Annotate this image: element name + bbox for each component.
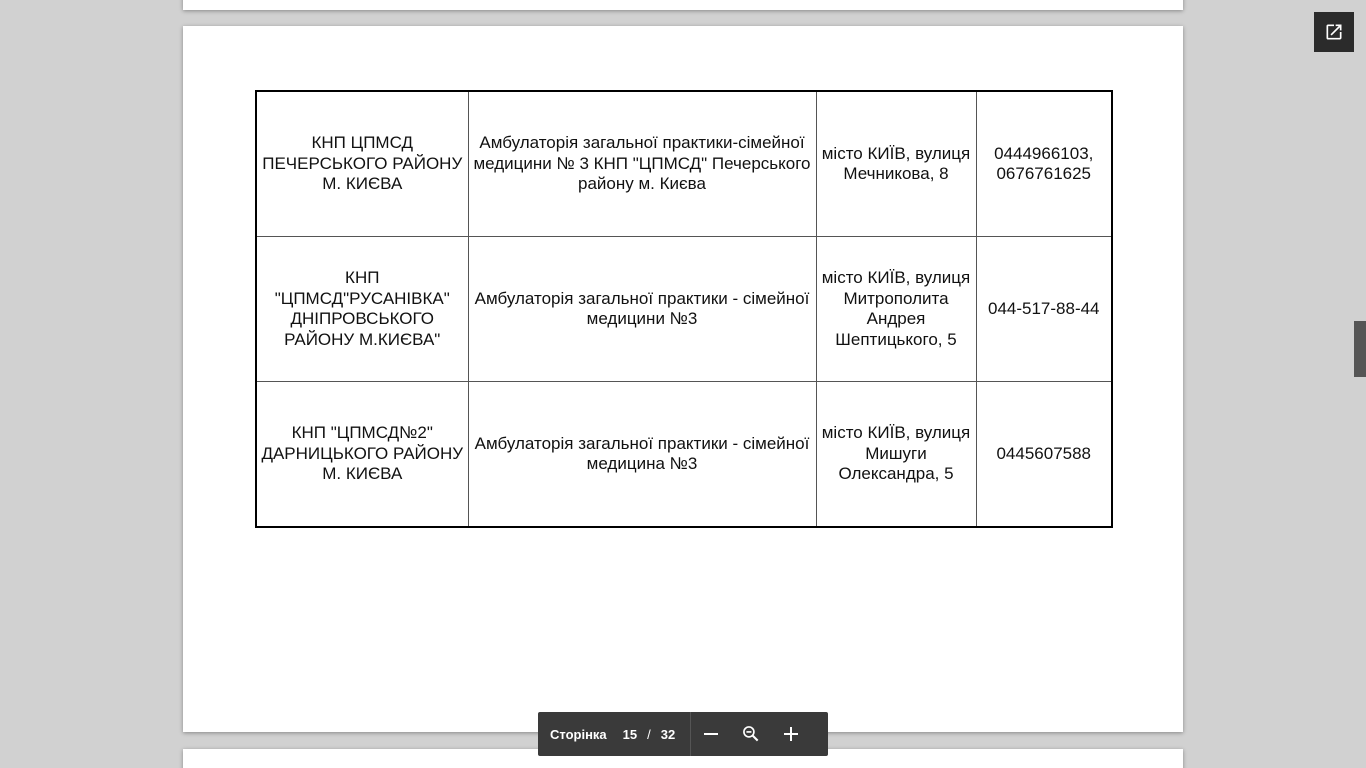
phone-cell: 0444966103, 0676761625 bbox=[976, 91, 1112, 237]
zoom-in-button[interactable] bbox=[771, 712, 811, 756]
address-cell: місто КИЇВ, вулиця Мишуги Олександра, 5 bbox=[816, 382, 976, 528]
facility-cell: Амбулаторія загальної практики - сімейної медицини №3 bbox=[468, 237, 816, 382]
page-indicator bbox=[538, 712, 691, 756]
previous-page bbox=[183, 0, 1183, 10]
scrollbar-thumb[interactable] bbox=[1354, 321, 1366, 377]
page-separator: / bbox=[647, 726, 651, 742]
table-row bbox=[256, 91, 1112, 237]
facility-cell: Амбулаторія загальної практики-сімейної медицини № 3 КНП "ЦПМСД" Печерського району м. Києва bbox=[468, 91, 816, 237]
table-row bbox=[256, 382, 1112, 528]
address-cell: місто КИЇВ, вулиця Мечникова, 8 bbox=[816, 91, 976, 237]
org-cell: КНП ЦПМСД ПЕЧЕРСЬКОГО РАЙОНУ М. КИЄВА bbox=[256, 91, 468, 237]
address-cell: місто КИЇВ, вулиця Митрополита Андрея Шептицького, 5 bbox=[816, 237, 976, 382]
current-page bbox=[183, 26, 1183, 732]
phone-cell: 0445607588 bbox=[976, 382, 1112, 528]
table-row bbox=[256, 237, 1112, 382]
pdf-toolbar bbox=[538, 712, 828, 756]
phone-cell: 044-517-88-44 bbox=[976, 237, 1112, 382]
open-in-new-window-button[interactable] bbox=[1314, 12, 1354, 52]
page-label: Сторінка bbox=[550, 726, 607, 742]
zoom-out-button[interactable] bbox=[691, 712, 731, 756]
minus-icon bbox=[703, 726, 719, 742]
open-in-new-window-icon bbox=[1324, 22, 1344, 42]
facilities-table bbox=[255, 90, 1113, 528]
scrollbar-track[interactable] bbox=[1354, 0, 1366, 768]
current-page-number[interactable]: 15 bbox=[622, 726, 638, 742]
org-cell: КНП "ЦПМСД№2" ДАРНИЦЬКОГО РАЙОНУ М. КИЄВА bbox=[256, 382, 468, 528]
zoom-reset-button[interactable] bbox=[731, 712, 771, 756]
facility-cell: Амбулаторія загальної практики - сімейної медицина №3 bbox=[468, 382, 816, 528]
plus-icon bbox=[783, 726, 799, 742]
total-pages: 32 bbox=[660, 726, 676, 742]
org-cell: КНП "ЦПМСД"РУСАНІВКА" ДНІПРОВСЬКОГО РАЙОНУ М.КИЄВА" bbox=[256, 237, 468, 382]
zoom-magnifier-icon bbox=[741, 724, 761, 744]
